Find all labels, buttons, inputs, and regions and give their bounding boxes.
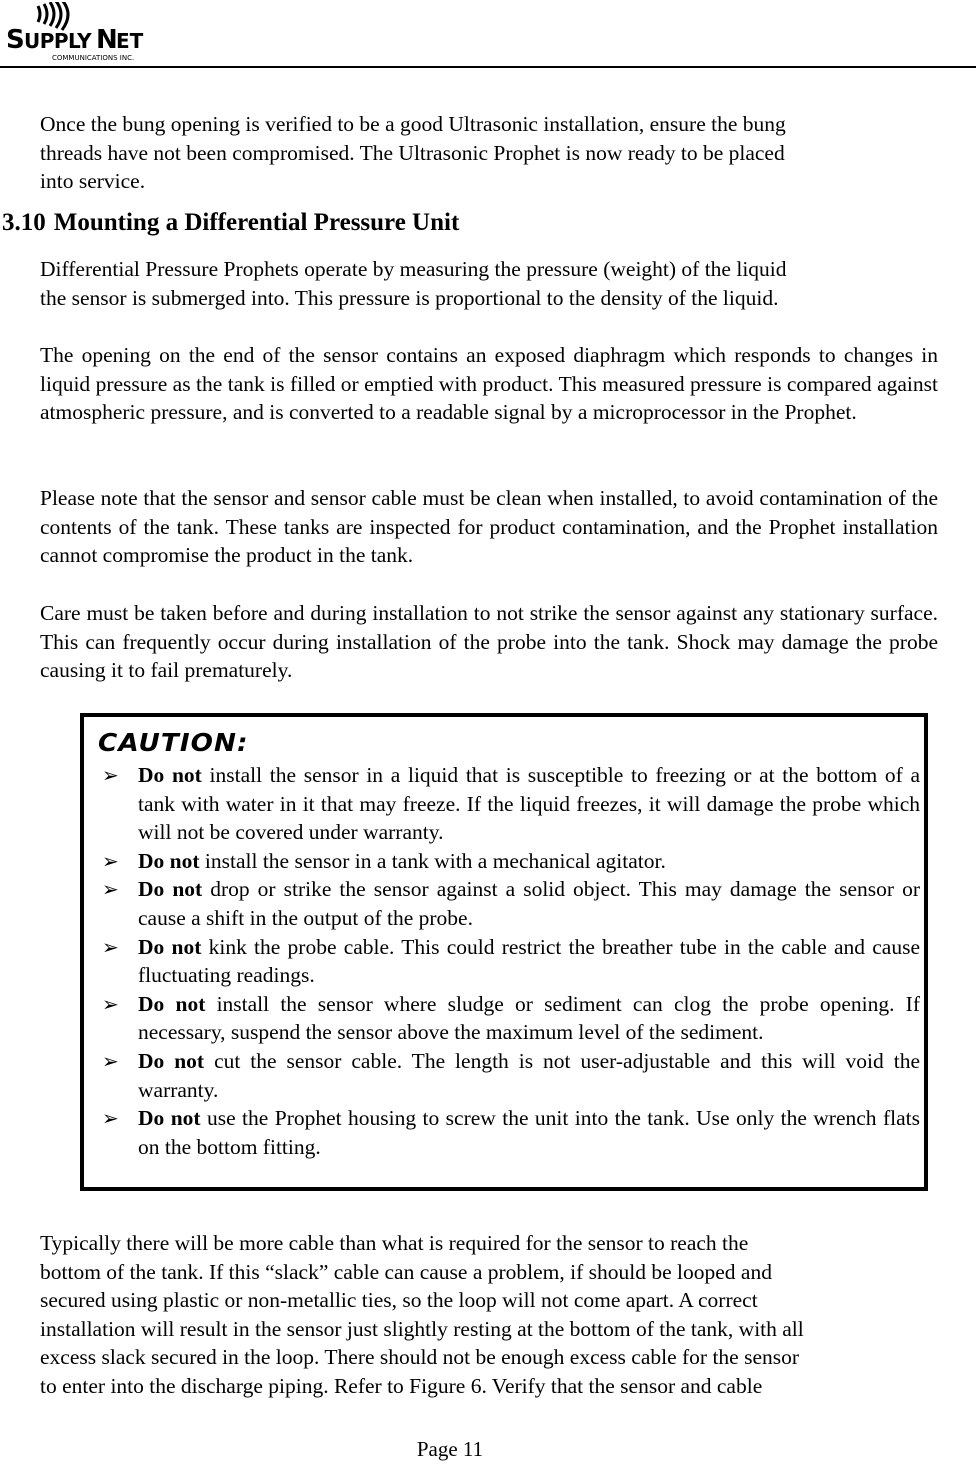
svg-text:ET: ET [116,29,144,53]
caution-item [102,1104,920,1161]
caution-list [102,761,920,1161]
caution-item [102,1047,920,1104]
page-header [0,0,976,68]
paragraph-care: Care must be taken before and during installation to not strike the sensor against any stationary surface. This can frequently occur during installation of the probe into the tank. Shock may damage the probe causing it to fail prematurely. [40,601,938,683]
caution-text: use the Prophet housing to screw the unit into the tank. Use only the wrench flats on the bottom fitting. [138,1106,920,1159]
paragraph-diaphragm: The opening on the end of the sensor contains an exposed diaphragm which responds to changes in liquid pressure as the tank is filled or emptied with product. This measured pressure is compared against atmospheric pressure, and is converted to a readable signal by a microprocessor in the Prophet. [40,343,938,425]
caution-text: cut the sensor cable. The length is not user-adjustable and this will void the warranty. [138,1048,920,1102]
arrow-bullet-icon: ➢ [102,877,119,902]
caution-lead: Do not [138,877,203,902]
caution-item [102,990,920,1047]
arrow-bullet-icon: ➢ [102,934,119,959]
header-divider [0,66,976,68]
arrow-bullet-icon: ➢ [102,848,119,873]
caution-item [102,847,920,876]
caution-lead: Do not [138,848,200,873]
paragraph-line: to enter into the discharge piping. Refer to Figure 6. Verify that the sensor and cable [40,1373,763,1398]
svg-text:UPPLY: UPPLY [24,29,92,53]
caution-lead: Do not [138,1106,201,1131]
supplynet-logo [4,2,174,64]
paragraph-line: excess slack secured in the loop. There should not be enough excess cable for the sensor [40,1345,800,1370]
caution-box [80,713,928,1191]
svg-text:COMMUNICATIONS INC.: COMMUNICATIONS INC. [52,54,135,62]
caution-text: kink the probe cable. This could restrict the breather tube in the cable and cause fluctuating readings. [138,934,920,988]
arrow-bullet-icon: ➢ [102,763,119,787]
caution-text: drop or strike the sensor against a solid object. This may damage the sensor or cause a shift in the output of the probe. [138,877,920,930]
paragraph-overview [40,255,938,312]
page-number: Page 11 [416,1437,484,1461]
caution-text: install the sensor in a tank with a mechanical agitator. [199,848,666,873]
caution-text: install the sensor in a liquid that is susceptible to freezing or at the bottom of a tank with water in it that may freeze. If the liquid freezes, it will damage the probe which will not be covered under warranty. [138,763,920,845]
arrow-bullet-icon: ➢ [102,991,119,1016]
paragraph-line: bottom of the tank. If this “slack” cable can cause a problem, if should be looped and [40,1259,772,1284]
intro-line: Once the bung opening is verified to be a good Ultrasonic installation, ensure the bung [40,112,786,136]
arrow-bullet-icon: ➢ [102,1106,119,1131]
paragraph-slack-cable [40,1229,938,1401]
caution-lead: Do not [138,763,202,787]
paragraph-line: Differential Pressure Prophets operate by measuring the pressure (weight) of the liquid [40,257,787,281]
paragraph-line: secured using plastic or non-metallic ties, so the loop will not come apart. A correct [40,1288,758,1313]
caution-item [102,875,920,932]
svg-text:N: N [96,25,118,55]
intro-paragraph [40,110,938,196]
caution-lead: Do not [138,991,206,1016]
svg-text:S: S [6,25,24,55]
paragraph-line: Typically there will be more cable than what is required for the sensor to reach the [40,1231,749,1255]
caution-lead: Do not [138,1048,205,1073]
caution-title: CAUTION: [98,728,249,757]
caution-item [102,761,920,847]
section-title: Mounting a Differential Pressure Unit [53,209,460,236]
caution-text: install the sensor where sludge or sediment can clog the probe opening. If necessary, suspend the sensor above the maximum level of the sediment. [138,991,920,1045]
arrow-bullet-icon: ➢ [102,1048,119,1073]
intro-line: threads have not been compromised. The Ultrasonic Prophet is now ready to be placed [40,140,785,165]
intro-line: into service. [40,169,146,194]
paragraph-line: installation will result in the sensor just slightly resting at the bottom of the tank, with all [40,1316,804,1341]
paragraph-clean-sensor: Please note that the sensor and sensor cable must be clean when installed, to avoid contamination of the contents of the tank. These tanks are inspected for product contamination, and the Prophet installation cannot compromise the product in the tank. [40,486,938,568]
caution-lead: Do not [138,934,202,959]
caution-item [102,933,920,990]
paragraph-line: the sensor is submerged into. This pressure is proportional to the density of the liquid. [40,285,779,310]
section-number: 3.10 [2,209,46,236]
section-heading [2,207,459,239]
